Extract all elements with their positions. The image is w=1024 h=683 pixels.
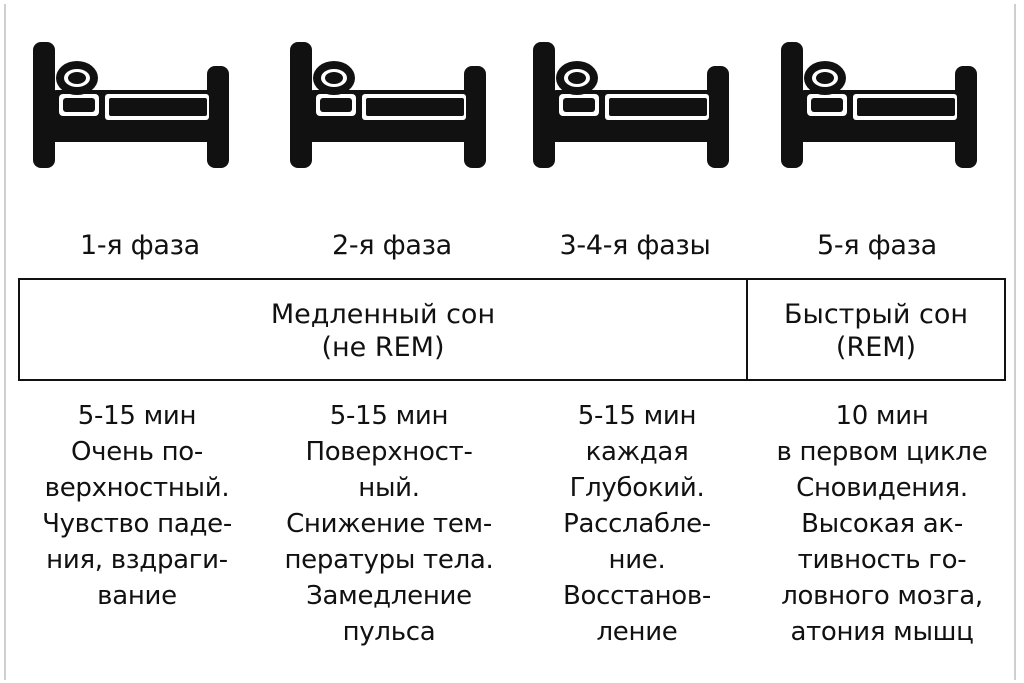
description-line: Снижение тем-	[286, 509, 492, 539]
phase-3-4-description	[512, 398, 762, 650]
bed-icon	[33, 40, 233, 170]
description-line: атония мышц	[790, 617, 974, 647]
phase-5-description	[757, 398, 1007, 650]
bed-icon	[290, 40, 490, 170]
description-line: каждая	[585, 437, 689, 467]
description-line: ловного мозга,	[781, 581, 983, 611]
phase-label-5: 5-я фаза	[817, 230, 937, 261]
phase-2-description	[264, 398, 514, 650]
description-line: ный.	[358, 473, 420, 503]
description-line: в первом цикле	[776, 437, 988, 467]
description-line: пульса	[342, 617, 436, 647]
sleep-type-table	[18, 278, 1006, 381]
phase-label-2: 2-я фаза	[332, 230, 452, 261]
description-line: 5-15 мин	[577, 401, 697, 431]
phase-label-3-4: 3-4-я фазы	[559, 230, 711, 261]
description-line: ние.	[608, 545, 666, 575]
fast-sleep-subtitle: (REM)	[835, 332, 917, 363]
fast-sleep-cell	[748, 298, 1004, 364]
description-line: Восстанов-	[562, 581, 712, 611]
bed-pictogram	[33, 40, 233, 170]
slow-sleep-subtitle: (не REM)	[321, 332, 445, 363]
description-line: Поверхност-	[305, 437, 473, 467]
slow-sleep-cell	[20, 298, 746, 364]
slow-sleep-title: Медленный сон	[270, 299, 496, 330]
bed-pictogram	[290, 40, 490, 170]
description-line: ление	[596, 617, 678, 647]
bed-icon	[781, 40, 981, 170]
phase-1-description	[12, 398, 262, 614]
description-line: Расслабле-	[563, 509, 711, 539]
description-line: тивность го-	[797, 545, 967, 575]
description-line: Высокая ак-	[801, 509, 963, 539]
bed-icon	[533, 40, 733, 170]
phase-label-1: 1-я фаза	[80, 230, 200, 261]
description-line: Замедление	[306, 581, 472, 611]
description-line: Сновидения.	[796, 473, 968, 503]
description-line: 5-15 мин	[329, 401, 449, 431]
description-line: ния, вздраги-	[46, 545, 228, 575]
description-line: Очень по-	[71, 437, 203, 467]
description-line: вание	[97, 581, 177, 611]
fast-sleep-title: Быстрый сон	[783, 299, 969, 330]
description-line: верхностный.	[44, 473, 230, 503]
description-line: Чувство паде-	[42, 509, 232, 539]
description-line: пературы тела.	[284, 545, 494, 575]
description-line: 10 мин	[835, 401, 929, 431]
description-line: Глубокий.	[569, 473, 705, 503]
bed-pictogram	[781, 40, 981, 170]
description-line: 5-15 мин	[77, 401, 197, 431]
bed-pictogram	[533, 40, 733, 170]
